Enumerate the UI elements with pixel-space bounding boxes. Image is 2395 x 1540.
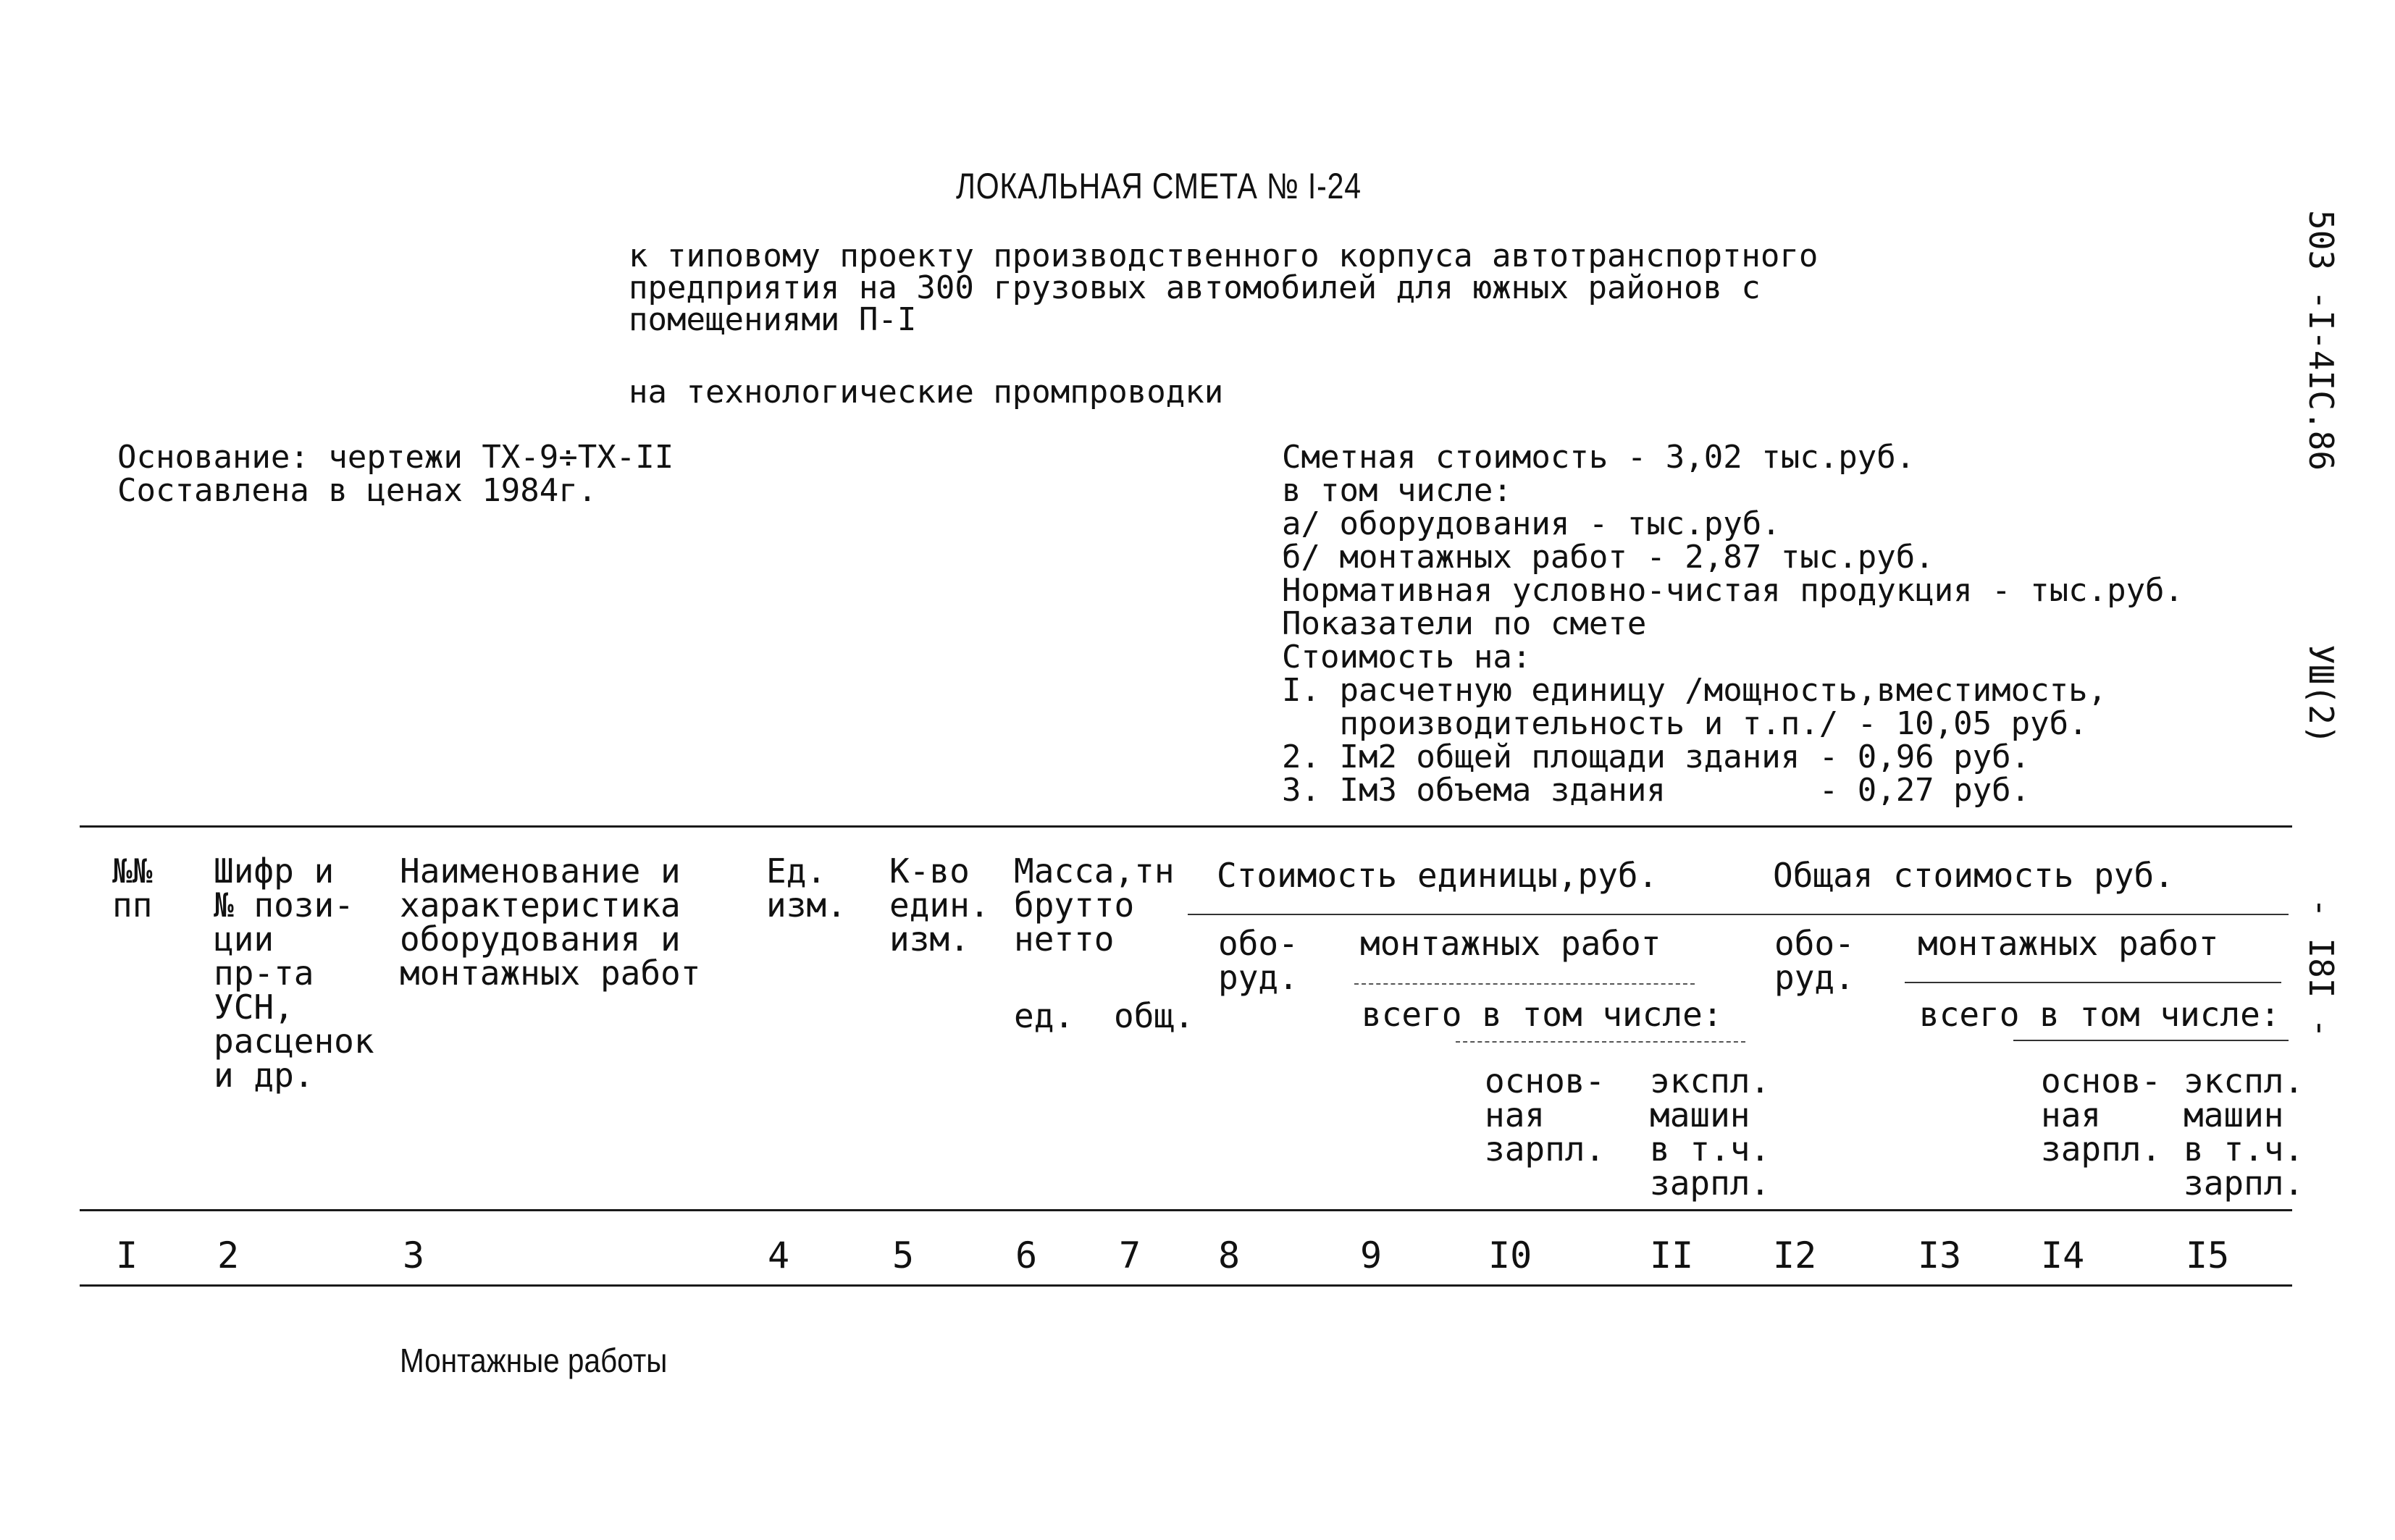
header-text: изм. <box>889 920 970 959</box>
column-number: I0 <box>1488 1234 1532 1276</box>
header-text: Шифр и <box>214 851 335 891</box>
header-total-total-in: всего в том числе: <box>1919 995 2281 1034</box>
column-number: II <box>1650 1234 1694 1276</box>
cost-line: б/ монтажных работ - 2,87 тыс.руб. <box>1282 539 1934 576</box>
column-number: I <box>116 1234 138 1276</box>
header-text: ная <box>2041 1095 2102 1135</box>
header-text: и др. <box>214 1056 314 1095</box>
column-number: 5 <box>892 1234 915 1276</box>
mount-rule-right <box>1905 982 2281 983</box>
cost-line: а/ оборудования - тыс.руб. <box>1282 505 1781 542</box>
mount-rule-left <box>1354 983 1695 985</box>
header-text: №№ <box>112 851 153 891</box>
header-text: УСН, <box>214 988 294 1027</box>
header-text: в т.ч. <box>1650 1129 1771 1169</box>
header-text: обо- <box>1774 924 1855 963</box>
column-number: 7 <box>1119 1234 1141 1276</box>
header-text: пр-та <box>214 954 314 993</box>
subtitle-line-2: предприятия на 300 грузовых автомобилей для южных районов с <box>629 269 1761 306</box>
cost-line: 3. Iм3 объема здания - 0,27 руб. <box>1282 772 2031 809</box>
header-text: в т.ч. <box>2184 1129 2304 1169</box>
header-bottom-rule <box>80 1209 2292 1211</box>
header-text: зарпл. <box>1650 1164 1771 1203</box>
header-col-1 <box>112 851 153 925</box>
cost-subheader-rule <box>1188 914 2289 915</box>
basis-line-1: Основание: чертежи ТХ-9÷ТХ-II <box>117 439 674 476</box>
header-col-6-unit: ед. <box>1014 996 1075 1035</box>
side-code-page: - I8I - <box>2302 898 2341 1038</box>
header-text: зарпл. <box>2041 1129 2162 1169</box>
numbers-bottom-rule <box>80 1284 2292 1287</box>
header-col-5 <box>889 851 990 959</box>
header-unit-base-pay <box>1485 1061 1606 1169</box>
header-col-2 <box>214 851 374 1095</box>
header-col-6 <box>1014 851 1175 959</box>
header-text: К-во <box>889 851 970 891</box>
header-text: оборудования и <box>400 920 681 959</box>
cost-line: Показатели по смете <box>1282 605 1647 642</box>
header-text: един. <box>889 885 990 925</box>
document-title: ЛОКАЛЬНАЯ СМЕТА № I-24 <box>956 166 1362 206</box>
column-number: I5 <box>2186 1234 2230 1276</box>
header-unit-machines <box>1650 1061 1771 1203</box>
header-text: руд. <box>1218 958 1299 997</box>
header-total-mount: монтажных работ <box>1918 924 2219 963</box>
header-text: расценок <box>214 1022 374 1061</box>
header-text: машин <box>1650 1095 1750 1135</box>
header-text: ная <box>1485 1095 1545 1135</box>
header-text: машин <box>2184 1095 2284 1135</box>
cost-line: Нормативная условно-чистая продукция - тыс.руб. <box>1282 572 2184 609</box>
column-number: I2 <box>1773 1234 1817 1276</box>
cost-line: Стоимость на: <box>1282 639 1532 676</box>
header-text: монтажных работ <box>400 954 701 993</box>
header-text: основ- <box>2041 1061 2162 1101</box>
header-text: пп <box>112 885 153 925</box>
header-text: экспл. <box>1650 1061 1771 1101</box>
column-number: I3 <box>1918 1234 1962 1276</box>
header-unit-cost: Стоимость единицы,руб. <box>1217 856 1658 895</box>
header-text: руд. <box>1774 958 1855 997</box>
incl-rule-left <box>1456 1041 1745 1043</box>
column-number: 3 <box>403 1234 425 1276</box>
header-col-4 <box>766 851 847 925</box>
header-col-3 <box>400 851 701 993</box>
header-total-machines <box>2184 1061 2304 1203</box>
subtitle-line-3: помещениями П-I <box>629 301 917 338</box>
cost-line: I. расчетную единицу /мощность,вместимость, <box>1282 672 2107 709</box>
section-label: Монтажные работы <box>400 1342 668 1379</box>
header-text: № пози- <box>214 885 354 925</box>
cost-line: производительность и т.п./ - 10,05 руб. <box>1282 705 2088 742</box>
cost-line: Сметная стоимость - 3,02 тыс.руб. <box>1282 439 1916 476</box>
header-text: Ед. <box>766 851 827 891</box>
column-number: I4 <box>2041 1234 2085 1276</box>
column-number: 9 <box>1360 1234 1383 1276</box>
header-unit-total-in: всего в том числе: <box>1362 995 1723 1034</box>
header-text: экспл. <box>2184 1061 2304 1101</box>
cost-summary <box>1282 440 2184 808</box>
header-text: характеристика <box>400 885 681 925</box>
header-text: нетто <box>1014 920 1115 959</box>
header-total-equipment <box>1774 924 1855 997</box>
header-total-base-pay <box>2041 1061 2162 1169</box>
header-text: основ- <box>1485 1061 1606 1101</box>
side-code-number: 503 -I-4IC.86 <box>2302 210 2341 471</box>
column-number: 6 <box>1015 1234 1038 1276</box>
cost-line: в том числе: <box>1282 472 1512 509</box>
header-text: зарпл. <box>2184 1164 2304 1203</box>
incl-rule-right <box>2013 1040 2289 1041</box>
column-number: 4 <box>768 1234 790 1276</box>
cost-line: 2. Iм2 общей площади здания - 0,96 руб. <box>1282 739 2031 775</box>
header-text: Масса,тн <box>1014 851 1175 891</box>
header-unit-mount: монтажных работ <box>1360 924 1661 963</box>
header-text: брутто <box>1014 885 1135 925</box>
header-text: обо- <box>1218 924 1299 963</box>
header-unit-equipment <box>1218 924 1299 997</box>
header-text: зарпл. <box>1485 1129 1606 1169</box>
header-col-7-total: общ. <box>1114 996 1194 1035</box>
header-text: Наименование и <box>400 851 681 891</box>
header-text: ции <box>214 920 274 959</box>
scope-line: на технологические промпроводки <box>629 374 1224 411</box>
basis-line-2: Составлена в ценах 1984г. <box>117 472 597 509</box>
header-text: изм. <box>766 885 847 925</box>
side-code-volume: УШ(2) <box>2302 644 2341 745</box>
column-number: 8 <box>1218 1234 1241 1276</box>
header-total-cost: Общая стоимость руб. <box>1773 856 2174 895</box>
table-top-rule <box>80 825 2292 828</box>
column-number: 2 <box>217 1234 240 1276</box>
subtitle-line-1: к типовому проекту производственного корпуса автотранспортного <box>629 237 1819 274</box>
